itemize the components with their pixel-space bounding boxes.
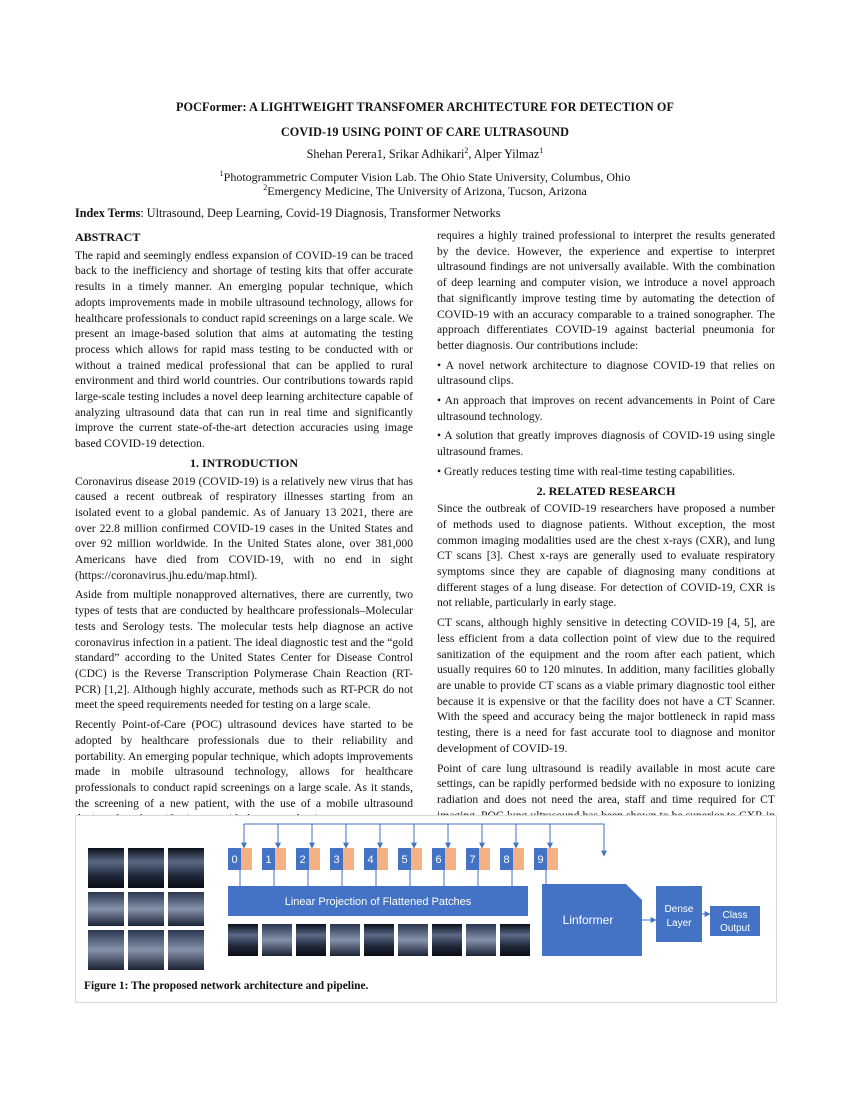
intro-paragraph-3: Recently Point-of-Care (POC) ultrasound devices have started to be adopted by healthcare professionals due to their reliability and portability. An emerging popular technique, which adopts improvements made in mobile ultrasound technology, allows for healthcare professionals to conduct rapid screenings on a large scale. As it stands, the screening of a new patient, with the use of a mobile ultrasound xyxy=(75,718,413,810)
abstract-text: The rapid and seemingly endless expansion of COVID-19 can be traced back to the inefficiency and shortage of testing kits that offer accurate results in a timely manner. An emerging popular technique, which adopts improvements made in mobile ultrasound technology, allows for healthcare professionals to conduct rapid screenings on a large scale. We present an image-based solution that aims at automating the testing process which allows for rapid mass testing to be conducted with or without a trained medical professional that can be applied to rural environment and third world countries. Our contributions towards rapid large-scale testing includes a novel deep learning architecture capable of analyzing ultrasound data that can run in real time and significantly improve the current state-of-the-art detection accuracies using image based COVID-19 detection. xyxy=(75,248,413,451)
affiliation-1 xyxy=(75,170,775,185)
author-names-part-1: Shehan Perera1, Srikar Adhikari xyxy=(306,147,465,161)
patch-token-embedding xyxy=(241,848,252,870)
contribution-bullet-4: • Greatly reduces testing time with real-time testing capabilities. xyxy=(437,464,735,478)
abstract-heading: ABSTRACT xyxy=(75,230,141,244)
author-list xyxy=(75,147,775,162)
patch-token-embedding xyxy=(275,848,286,870)
intro-paragraph-4: requires a highly trained professional to interpret the results generated by the device. However, the experience and expertise to interpret ultrasound findings are not universally available. With the combination of deep learning and computer vision, we introduce a novel approach that significantly improve testing time by automating the detection of COVID-19 with an accuracy comparable to a trained sonographer. The approach differentiates COVID-19 against bacterial pneumonia for better diagnosis. Our contributions include: xyxy=(437,229,775,352)
patch-token-number: 1 xyxy=(265,854,272,866)
flattened-patch-strip xyxy=(228,924,530,956)
author-affiliation-mark: 1 xyxy=(539,145,544,155)
affiliation-mark: 2 xyxy=(263,183,268,192)
affiliation-mark: 1 xyxy=(219,169,224,178)
intro-paragraph-2: Aside from multiple nonapproved alternatives, there are currently, two types of tests that are conducted by healthcare professionals–Molecular tests and Serology tests. The molecular tests help diagnose an active coronavirus infection in a patient. The ideal diagnostic test and the “gold standard” according to the United States Center for Disease Control (CDC) is the Reverse Transcription Polymerase Chain Reaction (RT-PCR) [1,2]. Although highly accurate, methods such as RT-PCR do not meet the speed requirements needed for testing on a large scale. xyxy=(75,588,413,712)
dense-label-line-2: Layer xyxy=(666,918,692,929)
index-terms xyxy=(75,206,775,221)
affiliation-1-text: Photogrammetric Computer Vision Lab. The Ohio State University, Columbus, Ohio xyxy=(223,170,631,184)
patch-token-number: 4 xyxy=(367,854,374,866)
left-column xyxy=(75,228,413,831)
related-research-heading: 2. RELATED RESEARCH xyxy=(536,483,676,498)
related-paragraph-2: CT scans, although highly sensitive in detecting COVID-19 [4, 5], are less efficient from a data collection point of view due to the required sanitization of the equipment and the room after each patient, which usually requires 60 to 120 minutes. In addition, many facilities globally are unable to provide CT scans as a viable primary diagnostic tool either because it is expensive or that the facility does not have a CT Scanner. With the speed and accuracy being the major bottleneck in rapid mass testing, there is a need for fast accurate tool to diagnose and monitor development of COVID-19. xyxy=(437,616,775,755)
contribution-bullet-3: • A solution that greatly improves diagnosis of COVID-19 using single ultrasound frames. xyxy=(437,429,775,459)
paper-title-line-2: COVID-19 USING POINT OF CARE ULTRASOUND xyxy=(280,125,570,139)
related-paragraph-1: Since the outbreak of COVID-19 researchers have proposed a number of methods used to diagnose patients. Without exception, the most common imaging modalities used are the chest x-rays (CXR), and lung CT scans [3]. Chest x-rays are generally used to evaluate respiratory symptoms since they are capable of diagnosing many conditions at different stages of a lung disease. For detection of COVID-19, CXR is not reliable, particularly in early stage. xyxy=(437,502,775,610)
right-column xyxy=(437,228,775,859)
dense-label-line-1: Dense xyxy=(664,904,694,915)
linear-projection-label: Linear Projection of Flattened Patches xyxy=(284,896,472,908)
affiliation-2 xyxy=(75,184,775,199)
author-affiliation-mark: 2 xyxy=(464,145,469,155)
author-names-part-2: , Alper Yilmaz xyxy=(468,147,540,161)
intro-paragraph-1: Coronavirus disease 2019 (COVID-19) is a relatively new virus that has caused a recent outbreak of respiratory illnesses starting from an isolated event to a global pandemic. As of January 13 2021, there are over 22.8 million confirmed COVID-19 cases in the United States and over 92 million worldwide. In the United States alone, over 381,000 Americans have died from COVID-19, with no end in sight (https://coronavirus.jhu.edu/map.html). xyxy=(75,474,413,582)
patch-token-number: 2 xyxy=(299,854,306,866)
index-terms-label: Index Terms xyxy=(75,206,141,220)
paper-title-line-1: POCFormer: A LIGHTWEIGHT TRANSFOMER ARCHITECTURE FOR DETECTION OF xyxy=(176,100,674,114)
patch-token-number: 6 xyxy=(435,854,442,866)
class-label-line-2: Output xyxy=(719,923,751,934)
patch-token-number: 3 xyxy=(333,854,340,866)
patch-token-embedding xyxy=(343,848,354,870)
patch-token-number: 8 xyxy=(503,854,510,866)
related-paragraph-3: Point of care lung ultrasound is readily available in most acute care settings, can be rapidly performed bedside with no exposure to ionizing radiation and does not need the area, staff and time required for CT xyxy=(437,761,775,806)
patch-token-number: 9 xyxy=(537,854,544,866)
figure-1 xyxy=(75,815,777,1003)
index-terms-text: : Ultrasound, Deep Learning, Covid-19 Diagnosis, Transformer Networks xyxy=(140,206,501,220)
class-label-line-1: Class xyxy=(722,910,748,921)
patch-token-embedding xyxy=(309,848,320,870)
patch-token-embedding xyxy=(513,848,524,870)
patch-token-number: 7 xyxy=(469,854,476,866)
patch-token-number: 5 xyxy=(401,854,408,866)
architecture-diagram xyxy=(76,816,776,1002)
contribution-bullet-2: • An approach that improves on recent advancements in Point of Care ultrasound technology. xyxy=(437,394,775,423)
linformer-label: Linformer xyxy=(562,913,614,927)
patch-token-row xyxy=(228,824,558,886)
patch-token-number: 0 xyxy=(231,854,238,866)
affiliation-2-text: Emergency Medicine, The University of Arizona, Tucson, Arizona xyxy=(267,184,587,198)
patch-token-embedding xyxy=(411,848,422,870)
contribution-bullet-1: • A novel network architecture to diagnose COVID-19 that relies on ultrasound clips. xyxy=(437,358,775,388)
patch-token-embedding xyxy=(377,848,388,870)
patch-token-embedding xyxy=(479,848,490,870)
introduction-heading: 1. INTRODUCTION xyxy=(189,455,298,470)
patch-token-embedding xyxy=(445,848,456,870)
patch-token-embedding xyxy=(547,848,558,870)
figure-caption: Figure 1: The proposed network architecture and pipeline. xyxy=(84,980,369,992)
ultrasound-patch-grid xyxy=(88,848,204,970)
